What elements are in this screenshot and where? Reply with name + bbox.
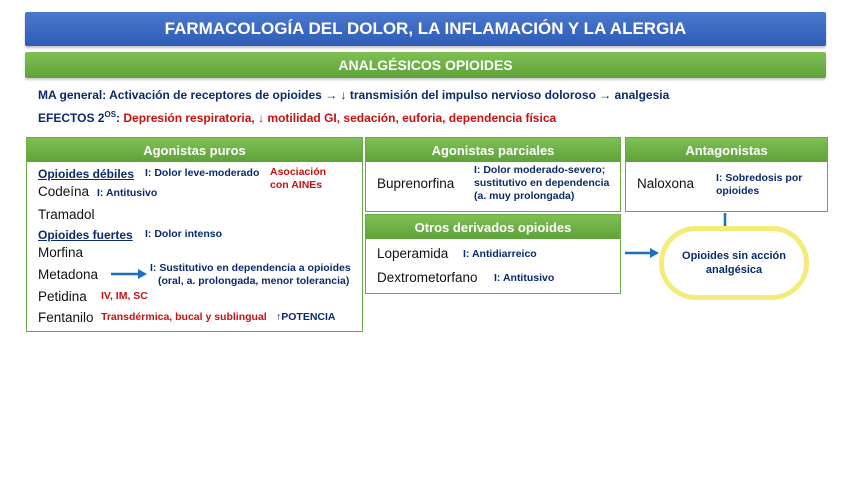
loperamida-drug: Loperamida xyxy=(377,246,449,261)
loperamida-indication: I: Antidiarreico xyxy=(463,248,537,260)
buprenorfina-indication: I: Dolor moderado-severo; sustitutivo en dependencia (a. muy prolongada) xyxy=(474,164,610,202)
side-effects-label: EFECTOS $2^{OS}$: xyxy=(38,110,121,125)
agonistas-puros-heading: Agonistas puros xyxy=(27,138,362,162)
side-effects-line xyxy=(38,110,556,125)
mechanism-label: MA general: xyxy=(38,88,107,102)
metadona-drug: Metadona xyxy=(38,267,99,282)
opioides-fuertes-label: Opioides fuertes xyxy=(38,228,133,242)
derivados-right-arrow-icon xyxy=(624,246,660,260)
codeina-indication: I: Antitusivo xyxy=(97,187,158,199)
page-title: FARMACOLOGÍA DEL DOLOR, LA INFLAMACIÓN Y LA ALERGIA xyxy=(25,12,826,46)
petidina-drug: Petidina xyxy=(38,289,87,304)
opioides-sin-accion-box: Opioides sin acción analgésica xyxy=(659,226,809,300)
opioides-fuertes-indication: I: Dolor intenso xyxy=(145,228,222,240)
buprenorfina-drug: Buprenorfina xyxy=(377,176,455,191)
fentanilo-routes: Transdérmica, bucal y sublingual xyxy=(101,311,267,323)
mechanism-text: Activación de receptores de opioides → ↓ transmisión del impulso nervioso doloroso → analgesia xyxy=(109,88,670,102)
codeina-drug: Codeína xyxy=(38,184,90,199)
section-subtitle: ANALGÉSICOS OPIOIDES xyxy=(25,52,826,78)
petidina-routes: IV, IM, SC xyxy=(101,290,148,302)
antagonistas-heading: Antagonistas xyxy=(626,138,827,162)
mechanism-line xyxy=(38,88,669,102)
opioides-debiles-label: Opioides débiles xyxy=(38,167,135,181)
morfina-drug: Morfina xyxy=(38,245,84,260)
agonistas-parciales-heading: Agonistas parciales xyxy=(366,138,620,162)
dextrometorfano-drug: Dextrometorfano xyxy=(377,270,478,285)
tramadol-drug: Tramadol xyxy=(38,207,95,222)
fentanilo-drug: Fentanilo xyxy=(38,310,94,325)
aines-association-note: Asociación con AINEs xyxy=(270,166,327,191)
side-effects-text: Depresión respiratoria, ↓ motilidad GI, sedación, euforia, dependencia física xyxy=(123,111,557,125)
otros-derivados-heading: Otros derivados opioides xyxy=(366,215,620,239)
naloxona-drug: Naloxona xyxy=(637,176,695,191)
fentanilo-potency: ↑POTENCIA xyxy=(276,311,336,323)
naloxona-indication: I: Sobredosis por opioides xyxy=(716,172,803,197)
dextrometorfano-indication: I: Antitusivo xyxy=(494,272,555,284)
metadona-indication: I: Sustitutivo en dependencia a opioides (oral, a. prolongada, menor tolerancia) xyxy=(150,262,351,287)
opioides-debiles-indication: I: Dolor leve-moderado xyxy=(145,167,260,179)
metadona-arrow-icon xyxy=(110,267,148,281)
